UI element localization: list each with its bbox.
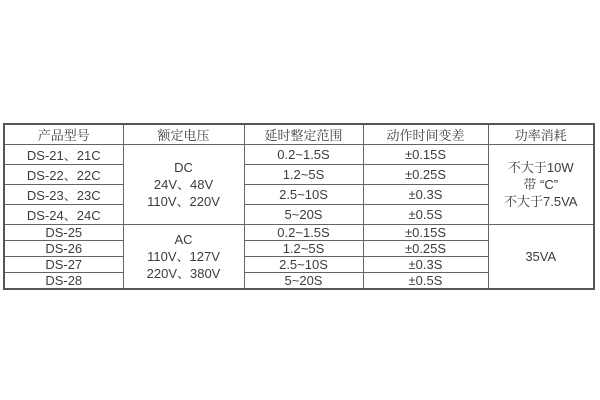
voltage-cell-ac [123,225,244,290]
delay-cell: 1.2~5S [244,165,363,185]
delay-cell: 2.5~10S [244,185,363,205]
delay-cell: 1.2~5S [244,241,363,257]
table-row [4,145,594,165]
voltage-line: 220V、380V [146,266,221,281]
variation-cell: ±0.3S [363,257,488,273]
model-cell: DS-28 [4,273,123,290]
power-line: 不大于10W [507,160,574,175]
model-cell: DS-24、24C [4,205,123,225]
voltage-cell-dc [123,145,244,225]
delay-cell: 2.5~10S [244,257,363,273]
variation-cell: ±0.5S [363,273,488,290]
header-operate-time-variation: 动作时间变差 [363,124,488,145]
header-delay-setting-range: 延时整定范围 [244,124,363,145]
relay-spec-table [3,123,595,290]
power-line: 35VA [525,249,557,264]
header-power-consumption: 功率消耗 [488,124,594,145]
voltage-line: DC [174,160,193,175]
model-cell: DS-22、22C [4,165,123,185]
voltage-line: 24V、48V [153,177,214,192]
delay-cell: 0.2~1.5S [244,225,363,241]
model-cell: DS-27 [4,257,123,273]
model-cell: DS-23、23C [4,185,123,205]
variation-cell: ±0.25S [363,165,488,185]
power-cell-dc [488,145,594,225]
voltage-line: 110V、127V [147,249,220,264]
model-cell: DS-21、21C [4,145,123,165]
delay-cell: 0.2~1.5S [244,145,363,165]
variation-cell: ±0.25S [363,241,488,257]
power-cell-ac [488,225,594,290]
delay-cell: 5~20S [244,205,363,225]
variation-cell: ±0.3S [363,185,488,205]
variation-cell: ±0.15S [363,145,488,165]
power-line: 不大于7.5VA [504,194,578,209]
variation-cell: ±0.15S [363,225,488,241]
model-cell: DS-25 [4,225,123,241]
variation-cell: ±0.5S [363,205,488,225]
table-row [4,225,594,241]
voltage-line: AC [174,232,193,247]
header-rated-voltage: 额定电压 [123,124,244,145]
voltage-line: 110V、220V [147,194,220,209]
header-row [4,124,594,145]
model-cell: DS-26 [4,241,123,257]
header-product-model: 产品型号 [4,124,123,145]
power-line: 带 “C” [523,177,559,192]
delay-cell: 5~20S [244,273,363,290]
